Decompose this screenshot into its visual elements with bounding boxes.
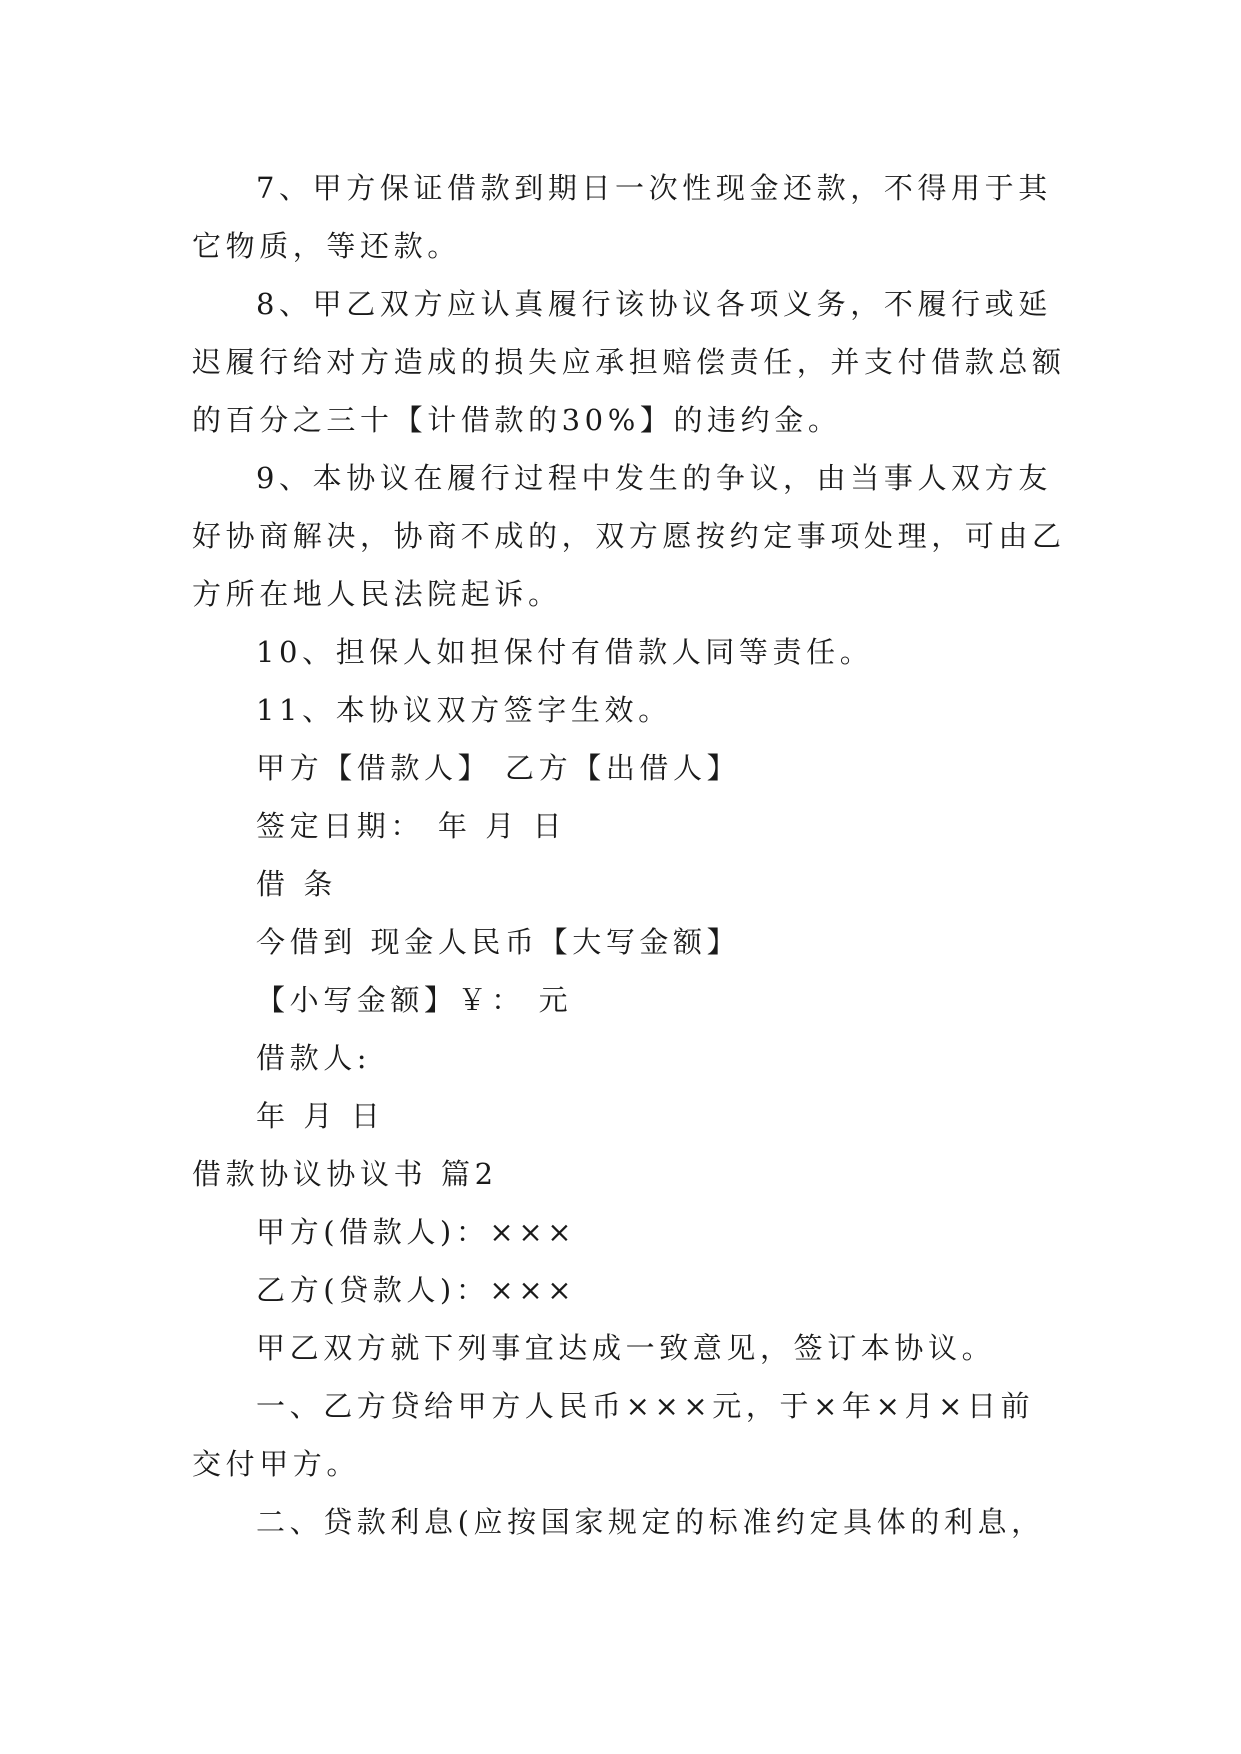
article-2-line-1: 二、贷款利息(应按国家规定的标准约定具体的利息，: [256, 1505, 1045, 1539]
clause-8-line-1: 8、甲乙双方应认真履行该协议各项义务，不履行或延: [256, 287, 1052, 321]
iou-amount-words: 今借到 现金人民币【大写金额】: [256, 925, 741, 959]
iou-amount-figures: 【小写金额】￥： 元: [256, 983, 573, 1017]
clause-10: 10、担保人如担保付有借款人同等责任。: [256, 635, 874, 669]
clause-9-line-1: 9、本协议在履行过程中发生的争议，由当事人双方友: [256, 461, 1052, 495]
article-1-line-2: 交付甲方。: [192, 1447, 361, 1481]
signature-parties: 甲方【借款人】 乙方【出借人】: [256, 751, 741, 785]
iou-borrower: 借款人:: [256, 1041, 372, 1075]
article-1-line-1: 一、乙方贷给甲方人民币×××元，于×年×月×日前: [256, 1389, 1035, 1423]
section-heading: 借款协议协议书 篇2: [192, 1157, 498, 1191]
iou-title: 借 条: [256, 867, 338, 901]
iou-date: 年 月 日: [256, 1099, 385, 1133]
party-a: 甲方(借款人)：×××: [256, 1215, 577, 1249]
clause-8-line-3: 的百分之三十【计借款的30%】的违约金。: [192, 403, 842, 437]
agreement-intro: 甲乙双方就下列事宜达成一致意见，签订本协议。: [256, 1331, 996, 1365]
clause-8-line-2: 迟履行给对方造成的损失应承担赔偿责任，并支付借款总额: [192, 345, 1066, 379]
clause-9-line-3: 方所在地人民法院起诉。: [192, 577, 562, 611]
clause-7-line-1: 7、甲方保证借款到期日一次性现金还款，不得用于其: [256, 171, 1052, 205]
clause-9-line-2: 好协商解决，协商不成的，双方愿按约定事项处理，可由乙: [192, 519, 1066, 553]
party-b: 乙方(贷款人)：×××: [256, 1273, 577, 1307]
clause-11: 11、本协议双方签字生效。: [256, 693, 672, 727]
signing-date: 签定日期： 年 月 日: [256, 809, 567, 843]
clause-7-line-2: 它物质，等还款。: [192, 229, 461, 263]
